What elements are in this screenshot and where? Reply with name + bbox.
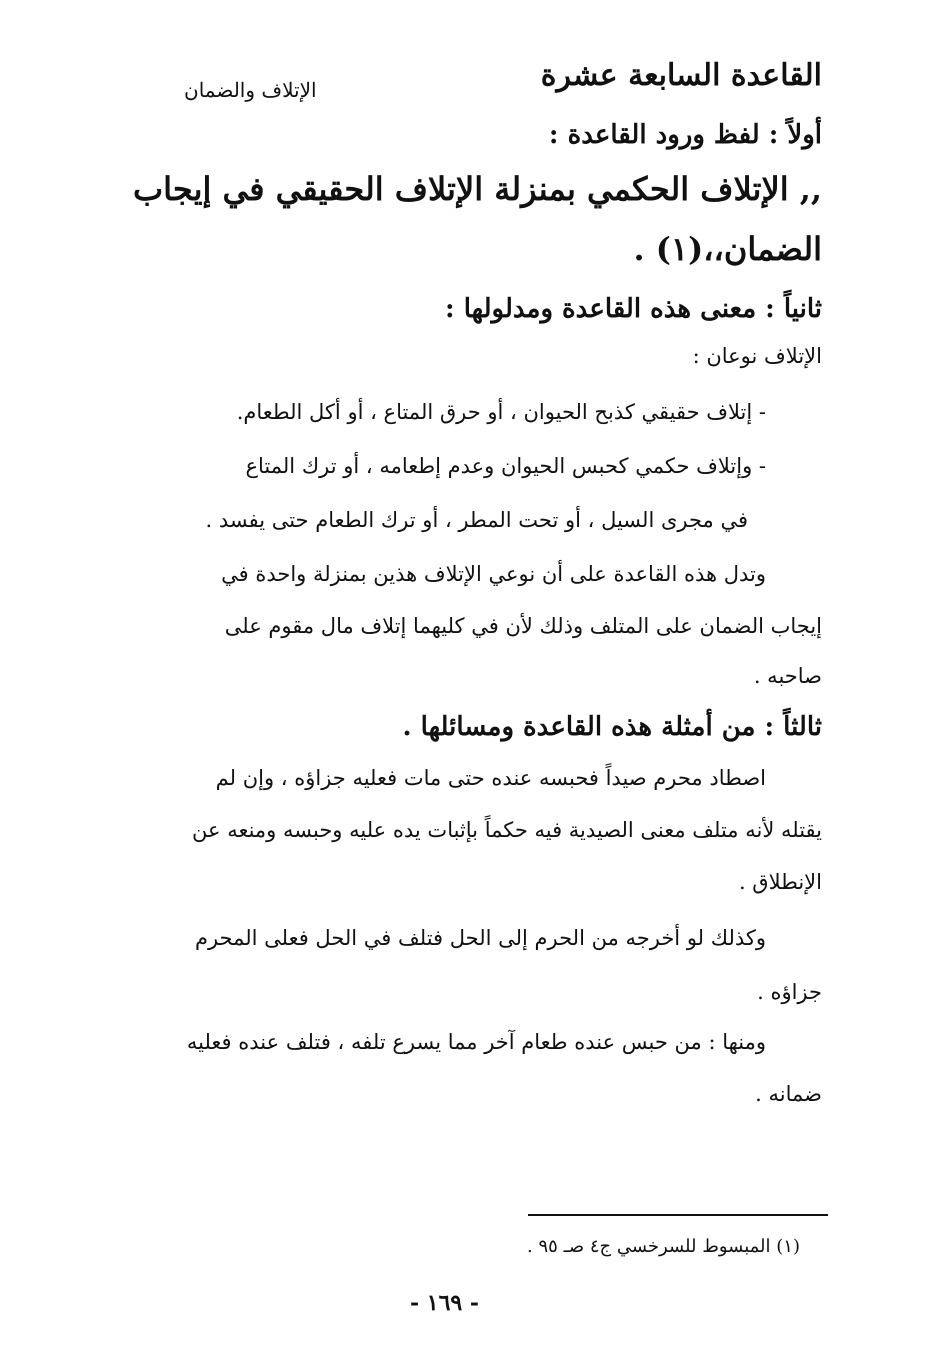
footnote: (١) المبسوط للسرخسي ج٤ صـ ٩٥ . [527,1236,800,1257]
paragraph-line: يقتله لأنه متلف معنى الصيدية فيه حكماً بإثبات يده عليه وحبسه ومنعه عن [192,818,822,842]
running-head: الإتلاف والضمان [184,78,317,102]
page-number: - ١٦٩ - [410,1290,480,1316]
paragraph-line: جزاؤه . [757,980,822,1004]
paragraph-line: وكذلك لو أخرجه من الحرم إلى الحل فتلف في الحل فعلى المحرم [194,926,766,950]
paragraph-line: ومنها : من حبس عنده طعام آخر مما يسرع تلفه ، فتلف عنده فعليه [186,1030,766,1054]
section-heading-meaning: ثانياً : معنى هذه القاعدة ومدلولها : [445,294,822,324]
paragraph-line: صاحبه . [753,664,822,688]
paragraph-line: الإنطلاق . [738,870,822,894]
paragraph-line: اصطاد محرم صيداً فحبسه عنده حتى مات فعليه جزاؤه ، وإن لم [215,766,766,790]
paragraph-line: الإتلاف نوعان : [692,344,822,368]
footnote-divider [528,1214,828,1216]
section-heading-wording: أولاً : لفظ ورود القاعدة : [548,120,822,150]
paragraph-line: وتدل هذه القاعدة على أن نوعي الإتلاف هذين بمنزلة واحدة في [221,562,766,586]
chapter-title: القاعدة السابعة عشرة [540,58,822,93]
rule-statement-line: ,, الإتلاف الحكمي بمنزلة الإتلاف الحقيقي في إيجاب [133,170,822,208]
list-item-continuation: في مجرى السيل ، أو تحت المطر ، أو ترك الطعام حتى يفسد . [205,508,748,532]
rule-statement-line: الضمان،،(١) . [633,230,822,268]
paragraph-line: ضمانه . [755,1082,822,1106]
list-item: - إتلاف حقيقي كذبح الحيوان ، أو حرق المتاع ، أو أكل الطعام. [236,400,766,424]
paragraph-line: إيجاب الضمان على المتلف وذلك لأن في كليهما إتلاف مال مقوم على [224,614,822,638]
section-heading-examples: ثالثاً : من أمثلة هذه القاعدة ومسائلها . [402,712,822,742]
list-item: - وإتلاف حكمي كحبس الحيوان وعدم إطعامه ، أو ترك المتاع [245,454,766,478]
